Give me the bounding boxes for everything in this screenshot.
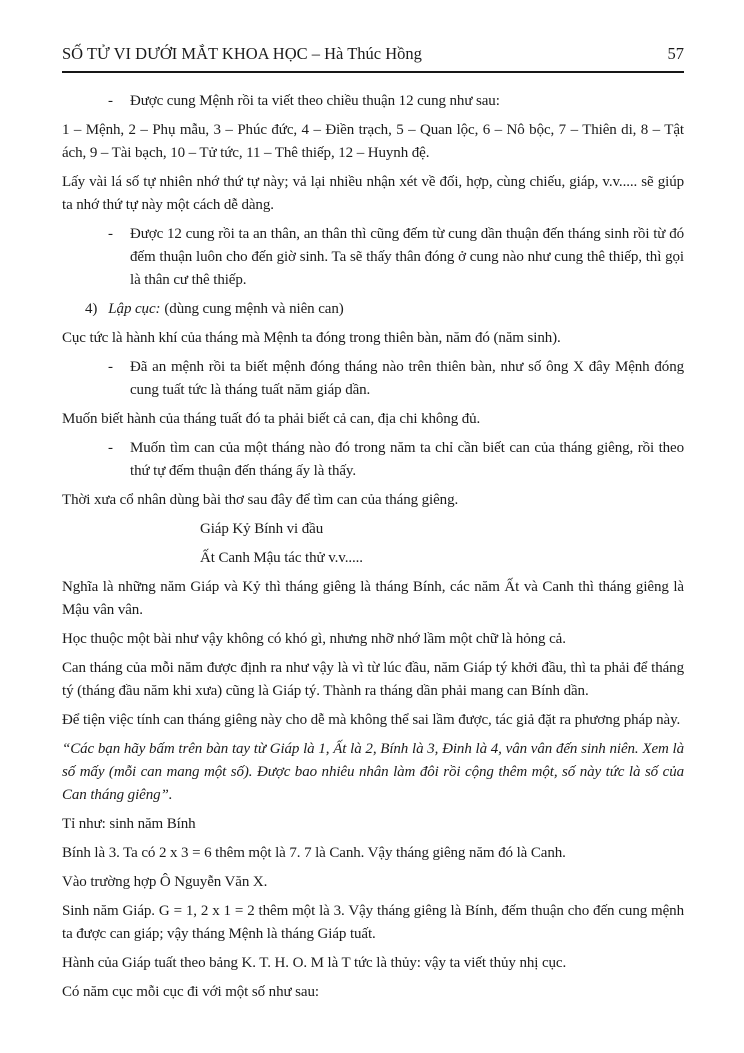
page-number: 57 xyxy=(667,44,684,63)
item-title: Lập cục: xyxy=(108,301,161,317)
bullet-dash: - xyxy=(108,359,113,375)
bullet-text: Được 12 cung rồi ta an thân, an thân thì cũng đếm từ cung dần thuận đến tháng sinh rồi từ đó đếm thuận luôn cho đến giờ sinh. Ta sẽ thấy thân đóng ở cung nào như cung thê thiếp, thì gọi là thân cư thê thiếp. xyxy=(130,226,684,288)
running-title: SỐ TỬ VI DƯỚI MẮT KHOA HỌC – Hà Thúc Hồng xyxy=(62,44,422,63)
paragraph: Để tiện việc tính can tháng giêng này cho dễ mà không thể sai lầm được, tác giả đặt ra phương pháp này. xyxy=(62,712,681,728)
verse-line: Giáp Kỷ Bính vi đầu xyxy=(200,521,324,537)
quoted-paragraph: “Các bạn hãy bấm trên bàn tay từ Giáp là 1, Ất là 2, Bính là 3, Đinh là 4, vân vân đến sinh niên. Xem là số mấy (mỗi can mang một số). Được bao nhiêu nhân làm đôi rồi cộng thêm một, số này tức là số của Can tháng giêng”. xyxy=(62,741,684,803)
bullet-item xyxy=(62,437,684,483)
item-number: 4) xyxy=(85,301,98,317)
paragraph: Học thuộc một bài như vậy không có khó gì, nhưng nhỡ nhớ lầm một chữ là hỏng cả. xyxy=(62,631,566,647)
paragraph: Tỉ như: sinh năm Bính xyxy=(62,816,196,832)
paragraph: Sinh năm Giáp. G = 1, 2 x 1 = 2 thêm một là 3. Vậy tháng giêng là Bính, đếm thuận cho đến cung mệnh ta được can giáp; vậy tháng Mệnh là tháng Giáp tuất. xyxy=(62,903,684,942)
paragraph: Muốn biết hành của tháng tuất đó ta phải biết cả can, địa chi không đủ. xyxy=(62,411,481,427)
paragraph: Vào trường hợp Ô Nguyễn Văn X. xyxy=(62,874,268,890)
page-header xyxy=(62,44,684,73)
bullet-item xyxy=(62,223,684,292)
paragraph: Lấy vài lá số tự nhiên nhớ thứ tự này; vả lại nhiều nhận xét về đối, hợp, cùng chiếu, giáp, v.v..... sẽ giúp ta nhớ thứ tự này một cách dễ dàng. xyxy=(62,174,684,213)
bullet-dash: - xyxy=(108,93,113,109)
item-subtitle: (dùng cung mệnh và niên can) xyxy=(164,301,344,317)
bullet-dash: - xyxy=(108,226,113,242)
bullet-item xyxy=(62,356,684,402)
paragraph: Thời xưa cổ nhân dùng bài thơ sau đây để tìm can của tháng giêng. xyxy=(62,492,459,508)
paragraph: Nghĩa là những năm Giáp và Kỷ thì tháng giêng là tháng Bính, các năm Ất và Canh thì tháng giêng là Mậu vân vân. xyxy=(62,579,684,618)
verse-line: Ất Canh Mậu tác thử v.v..... xyxy=(200,550,363,566)
paragraph: 1 – Mệnh, 2 – Phụ mẫu, 3 – Phúc đức, 4 – Điền trạch, 5 – Quan lộc, 6 – Nô bộc, 7 – Thiên di, 8 – Tật ách, 9 – Tài bạch, 10 – Tử tức, 11 – Thê thiếp, 12 – Huynh đệ. xyxy=(62,122,684,161)
numbered-heading xyxy=(62,298,684,321)
bullet-dash: - xyxy=(108,440,113,456)
bullet-text: Đã an mệnh rồi ta biết mệnh đóng tháng nào trên thiên bàn, như số ông X đây Mệnh đóng cung tuất tức là tháng tuất năm giáp dần. xyxy=(130,359,684,398)
paragraph: Cục tức là hành khí của tháng mà Mệnh ta đóng trong thiên bàn, năm đó (năm sinh). xyxy=(62,330,561,346)
paragraph: Bính là 3. Ta có 2 x 3 = 6 thêm một là 7. 7 là Canh. Vậy tháng giêng năm đó là Canh. xyxy=(62,845,566,861)
bullet-item xyxy=(62,90,684,113)
page-body xyxy=(62,73,684,1004)
paragraph: Hành của Giáp tuất theo bảng K. T. H. O. M là T tức là thủy: vậy ta viết thủy nhị cục. xyxy=(62,955,567,971)
bullet-text: Muốn tìm can của một tháng nào đó trong năm ta chỉ cần biết can của tháng giêng, rồi theo thứ tự đếm thuận đến tháng ấy là thấy. xyxy=(130,440,684,479)
paragraph: Can tháng của mỗi năm được định ra như vậy là vì từ lúc đầu, năm Giáp tý khởi đầu, thì ta phải để tháng tý (tháng đầu năm khi xưa) cũng là Giáp tý. Thành ra tháng dần phải mang can Bính dần. xyxy=(62,660,684,699)
paragraph: Có năm cục mỗi cục đi với một số như sau: xyxy=(62,984,319,1000)
bullet-text: Được cung Mệnh rồi ta viết theo chiều thuận 12 cung như sau: xyxy=(130,93,500,109)
